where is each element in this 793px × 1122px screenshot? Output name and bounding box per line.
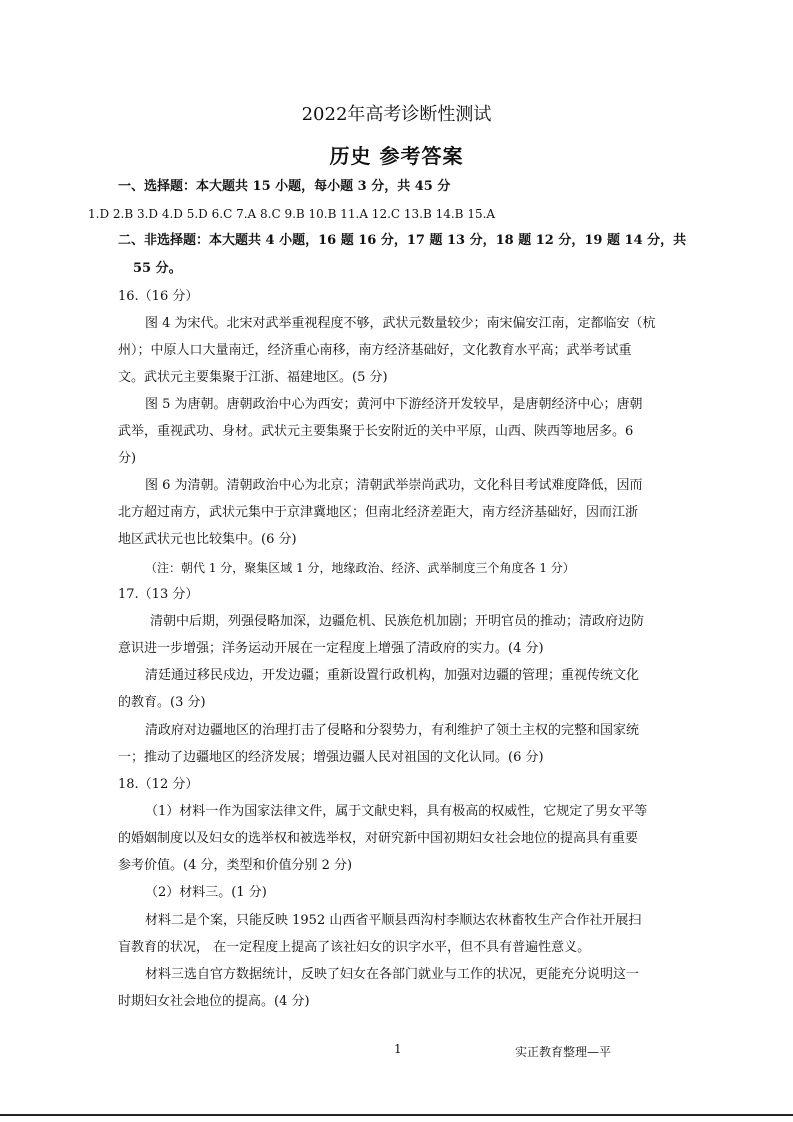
section2-heading-cont: 55 分。 — [133, 261, 182, 276]
q17-p1-line1: 清朝中后期，列强侵略加深，边疆危机、民族危机加剧；开明官员的推动；清政府边防 — [150, 614, 645, 629]
bottom-rule — [0, 1114, 793, 1116]
choice-answers: 1.D 2.B 3.D 4.D 5.D 6.C 7.A 8.C 9.B 10.B 11.A 12.C 13.B 14.B 15.A — [88, 207, 496, 221]
q17-p1-line2: 意识进一步增强；洋务运动开展在一定程度上增强了清政府的实力。(4 分) — [118, 641, 544, 656]
section1-heading: 一、选择题：本大题共 15 小题，每小题 3 分，共 45 分 — [118, 179, 451, 194]
section2-heading: 二、非选择题：本大题共 4 小题，16 题 16 分，17 题 13 分，18 题 12 分，19 题 14 分，共 — [118, 233, 687, 248]
q18-p4-line2: 时期妇女社会地位的提高。(4 分) — [118, 994, 310, 1009]
q16-p1-line1: 图 4 为宋代。北宋对武举重视程度不够，武状元数量较少；南宋偏安江南，定都临安（杭 — [145, 316, 656, 331]
footer-credit: 实正教育整理—平 — [515, 1045, 612, 1059]
q16-scoring-note: （注：朝代 1 分，聚集区域 1 分，地缘政治、经济、武举制度三个角度各 1 分） — [145, 561, 575, 575]
q16-p2-line1: 图 5 为唐朝。唐朝政治中心为西安；黄河中下游经济开发较早，是唐朝经济中心；唐朝 — [145, 397, 643, 412]
q18-p2: （2）材料三。(1 分) — [145, 885, 267, 900]
page-number: 1 — [394, 1042, 402, 1056]
q17-p3-line2: 一；推动了边疆地区的经济发展；增强边疆人民对祖国的文化认同。(6 分) — [118, 750, 544, 765]
q16-p3-line2: 北方超过南方，武状元集中于京津冀地区；但南北经济差距大，南方经济基础好，因而江浙 — [118, 505, 639, 520]
q16-p1-line3: 文。武状元主要集聚于江浙、福建地区。(5 分) — [118, 370, 388, 385]
q18-p4-line1: 材料三选自官方数据统计，反映了妇女在各部门就业与工作的状况，更能充分说明这一 — [145, 967, 640, 982]
page-title: 2022年高考诊断性测试 — [301, 104, 492, 125]
q16-p1-line2: 州）；中原人口大量南迁，经济重心南移，南方经济基础好，文化教育水平高；武举考试重 — [118, 343, 632, 358]
q18-label: 18.（12 分） — [118, 777, 199, 792]
q17-p2-line1: 清廷通过移民戍边，开发边疆；重新设置行政机构，加强对边疆的管理；重视传统文化 — [145, 668, 640, 683]
q17-p3-line1: 清政府对边疆地区的治理打击了侵略和分裂势力，有利维护了领土主权的完整和国家统 — [145, 723, 640, 738]
q17-p2-line2: 的教育。(3 分) — [118, 695, 206, 710]
q16-p2-line3: 分) — [118, 451, 137, 466]
q16-p3-line1: 图 6 为清朝。清朝政治中心为北京；清朝武举崇尚武功，文化科目考试难度降低，因而 — [145, 478, 643, 493]
q17-label: 17.（13 分） — [118, 587, 199, 602]
q16-label: 16.（16 分） — [118, 289, 199, 304]
q18-p1-line2: 的婚姻制度以及妇女的选举权和被选举权，对研究新中国初期妇女社会地位的提高具有重要 — [118, 831, 639, 846]
q16-p2-line2: 武举，重视武功、身材。武状元主要集聚于长安附近的关中平原，山西、陕西等地居多。6 — [118, 424, 634, 439]
q16-p3-line3: 地区武状元也比较集中。(6 分) — [118, 532, 297, 547]
q18-p1-line3: 参考价值。(4 分，类型和价值分别 2 分) — [118, 858, 353, 873]
q18-p3-line1: 材料二是个案，只能反映 1952 山西省平顺县西沟村李顺达农林畜牧生产合作社开展扫 — [145, 913, 642, 928]
q18-p1-line1: （1）材料一作为国家法律文件，属于文献史料，具有极高的权威性，它规定了男女平等 — [145, 804, 648, 819]
q18-p3-line2: 盲教育的状况， 在一定程度上提高了该社妇女的识字水平，但不具有普遍性意义。 — [118, 940, 591, 955]
page-subtitle: 历史 参考答案 — [329, 144, 464, 168]
